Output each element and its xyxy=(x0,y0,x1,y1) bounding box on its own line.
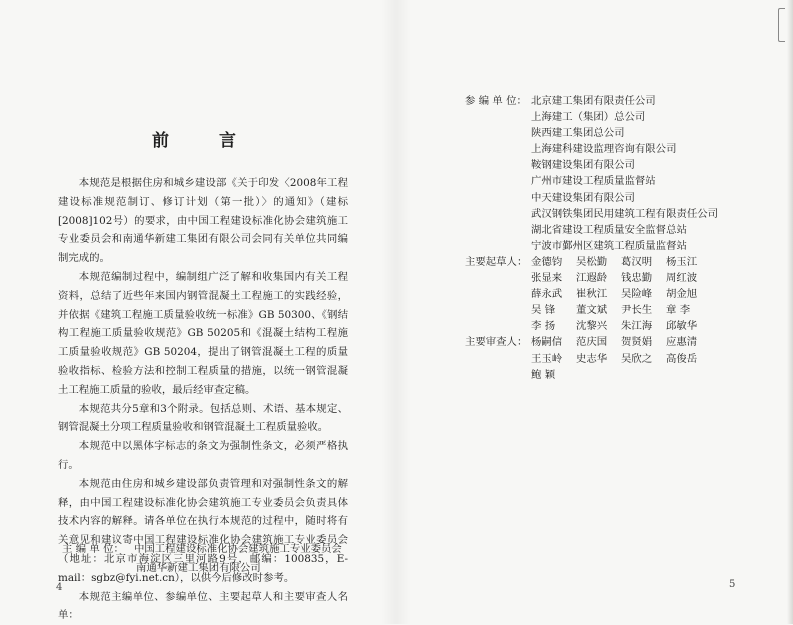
drafter-name: 章 李 xyxy=(666,304,691,317)
participant-unit: 广州市建设工程质量监督站 xyxy=(531,175,656,188)
drafter-name: 崔秋江 xyxy=(576,288,608,301)
drafter-name: 江遐龄 xyxy=(576,272,608,285)
reviewer-name: 应惠清 xyxy=(666,336,698,349)
reviewer-name: 高俊岳 xyxy=(666,352,698,365)
drafter-name: 吴松勤 xyxy=(576,255,608,268)
reviewer-name: 贺贤娟 xyxy=(621,336,653,349)
reviewer-name: 吴欣之 xyxy=(621,352,653,365)
drafter-name: 周红波 xyxy=(666,272,698,285)
reviewer-name: 杨嗣信 xyxy=(531,336,563,349)
reviewer-name: 范庆国 xyxy=(576,336,608,349)
drafter-name: 钱忠勤 xyxy=(621,272,653,285)
drafter-name: 吴险峰 xyxy=(621,288,653,301)
drafter-name: 邱敏华 xyxy=(666,320,698,333)
drafter-name: 胡金旭 xyxy=(666,288,698,301)
preface-paragraph: 本规范共分5章和3个附录。包括总则、术语、基本规定、钢管混凝土分项工程质量验收和钢管混凝土工程质量验收。 xyxy=(58,402,348,434)
participants-section xyxy=(465,93,775,254)
drafter-name: 朱江海 xyxy=(621,320,653,333)
page-number: 4 xyxy=(56,582,63,593)
reviewer-name: 王玉岭 xyxy=(531,352,563,365)
chief-editor-label: 主 编 单 位： xyxy=(62,543,124,555)
participant-unit: 上海建工（集团）总公司 xyxy=(531,111,646,124)
drafter-name: 杨玉江 xyxy=(666,255,698,268)
participant-unit: 宁波市鄞州区建筑工程质量监督站 xyxy=(531,239,687,252)
participant-unit: 北京建工集团有限责任公司 xyxy=(531,95,656,107)
preface-paragraph: 本规范中以黑体字标志的条文为强制性条文，必须严格执行。 xyxy=(58,440,348,471)
preface-paragraph: 本规范主编单位、参编单位、主要起草人和主要审查人名单： xyxy=(58,590,348,622)
drafter-name: 张显来 xyxy=(531,272,563,285)
left-page xyxy=(0,0,396,624)
drafter-name: 吴 锋 xyxy=(531,304,556,317)
page-title: 前 言 xyxy=(152,131,258,151)
reviewers-label: 主要审查人： xyxy=(465,336,528,349)
participants-label: 参 编 单 位： xyxy=(465,95,527,107)
participant-unit: 武汉钢铁集团民用建筑工程有限责任公司 xyxy=(531,207,719,220)
reviewer-name: 鲍 颖 xyxy=(531,368,556,381)
preface-paragraph: 本规范编制过程中，编制组广泛了解和收集国内有关工程资料，总结了近些年来国内钢管混凝土工程施工的实践经验，并依据《建筑工程施工质量验收统一标准》GB 50300、《钢结构工程施工质量验收规范》GB 50205和《混凝土结构工程施工质量验收规范》GB 50204，提出了钢管混凝土工程的质量验收指标、检验方法和控制工程质量的措施，以统一钢管混凝土工程施工质量的验收，最后经审查定稿。 xyxy=(58,270,348,396)
chief-editor-unit: 南通华新建工集团有限公司 xyxy=(136,561,261,574)
chief-editor-unit: 中国工程建设标准化协会建筑施工专业委员会 xyxy=(134,543,342,555)
participant-unit: 上海建科建设监理咨询有限公司 xyxy=(531,143,677,156)
drafter-name: 沈黎兴 xyxy=(576,320,608,333)
chief-editor-block xyxy=(62,540,342,577)
preface-paragraph: 本规范是根据住房和城乡建设部《关于印发〈2008年工程建设标准规范制订、修订计划（第一批）〉的通知》（建标[2008]102号）的要求，由中国工程建设标准化协会建筑施工专业委员会和南通华新建工集团有限公司会同有关单位共同编制完成的。 xyxy=(58,177,348,265)
drafters-label: 主要起草人： xyxy=(465,255,528,268)
drafter-name: 金德钧 xyxy=(531,255,563,268)
reviewers-section xyxy=(465,334,775,382)
reviewer-name: 史志华 xyxy=(576,352,608,365)
drafters-section xyxy=(465,254,775,334)
drafter-name: 薛永武 xyxy=(531,288,563,301)
participant-unit: 陕西建工集团总公司 xyxy=(531,127,625,140)
credits-block xyxy=(465,93,775,383)
participant-unit: 中天建设集团有限公司 xyxy=(531,191,635,204)
drafter-name: 董文斌 xyxy=(576,304,608,317)
right-page xyxy=(397,0,793,624)
participants-list xyxy=(531,93,775,254)
drafter-name: 尹长生 xyxy=(621,304,653,317)
reviewers-list xyxy=(531,334,775,382)
participant-unit: 鞍钢建设集团有限公司 xyxy=(531,159,635,172)
drafters-list xyxy=(531,254,775,334)
preface-paragraph: 本规范由住房和城乡建设部负责管理和对强制性条文的解释，由中国工程建设标准化协会建筑施工专业委员会负责具体技术内容的解释。请各单位在执行本规范的过程中，随时将有关意见和建议寄中国工程建设标准化协会建筑施工专业委员会（地址：北京市海淀区三里河路9号，邮编：100835，E-mail：sgbz@fyi.net.cn），以供今后修改时参考。 xyxy=(58,477,348,584)
drafter-name: 李 扬 xyxy=(531,320,556,333)
participant-unit: 湖北省建设工程质量安全监督总站 xyxy=(531,223,687,236)
drafter-name: 葛汉明 xyxy=(621,255,653,268)
page-number: 5 xyxy=(729,579,736,590)
